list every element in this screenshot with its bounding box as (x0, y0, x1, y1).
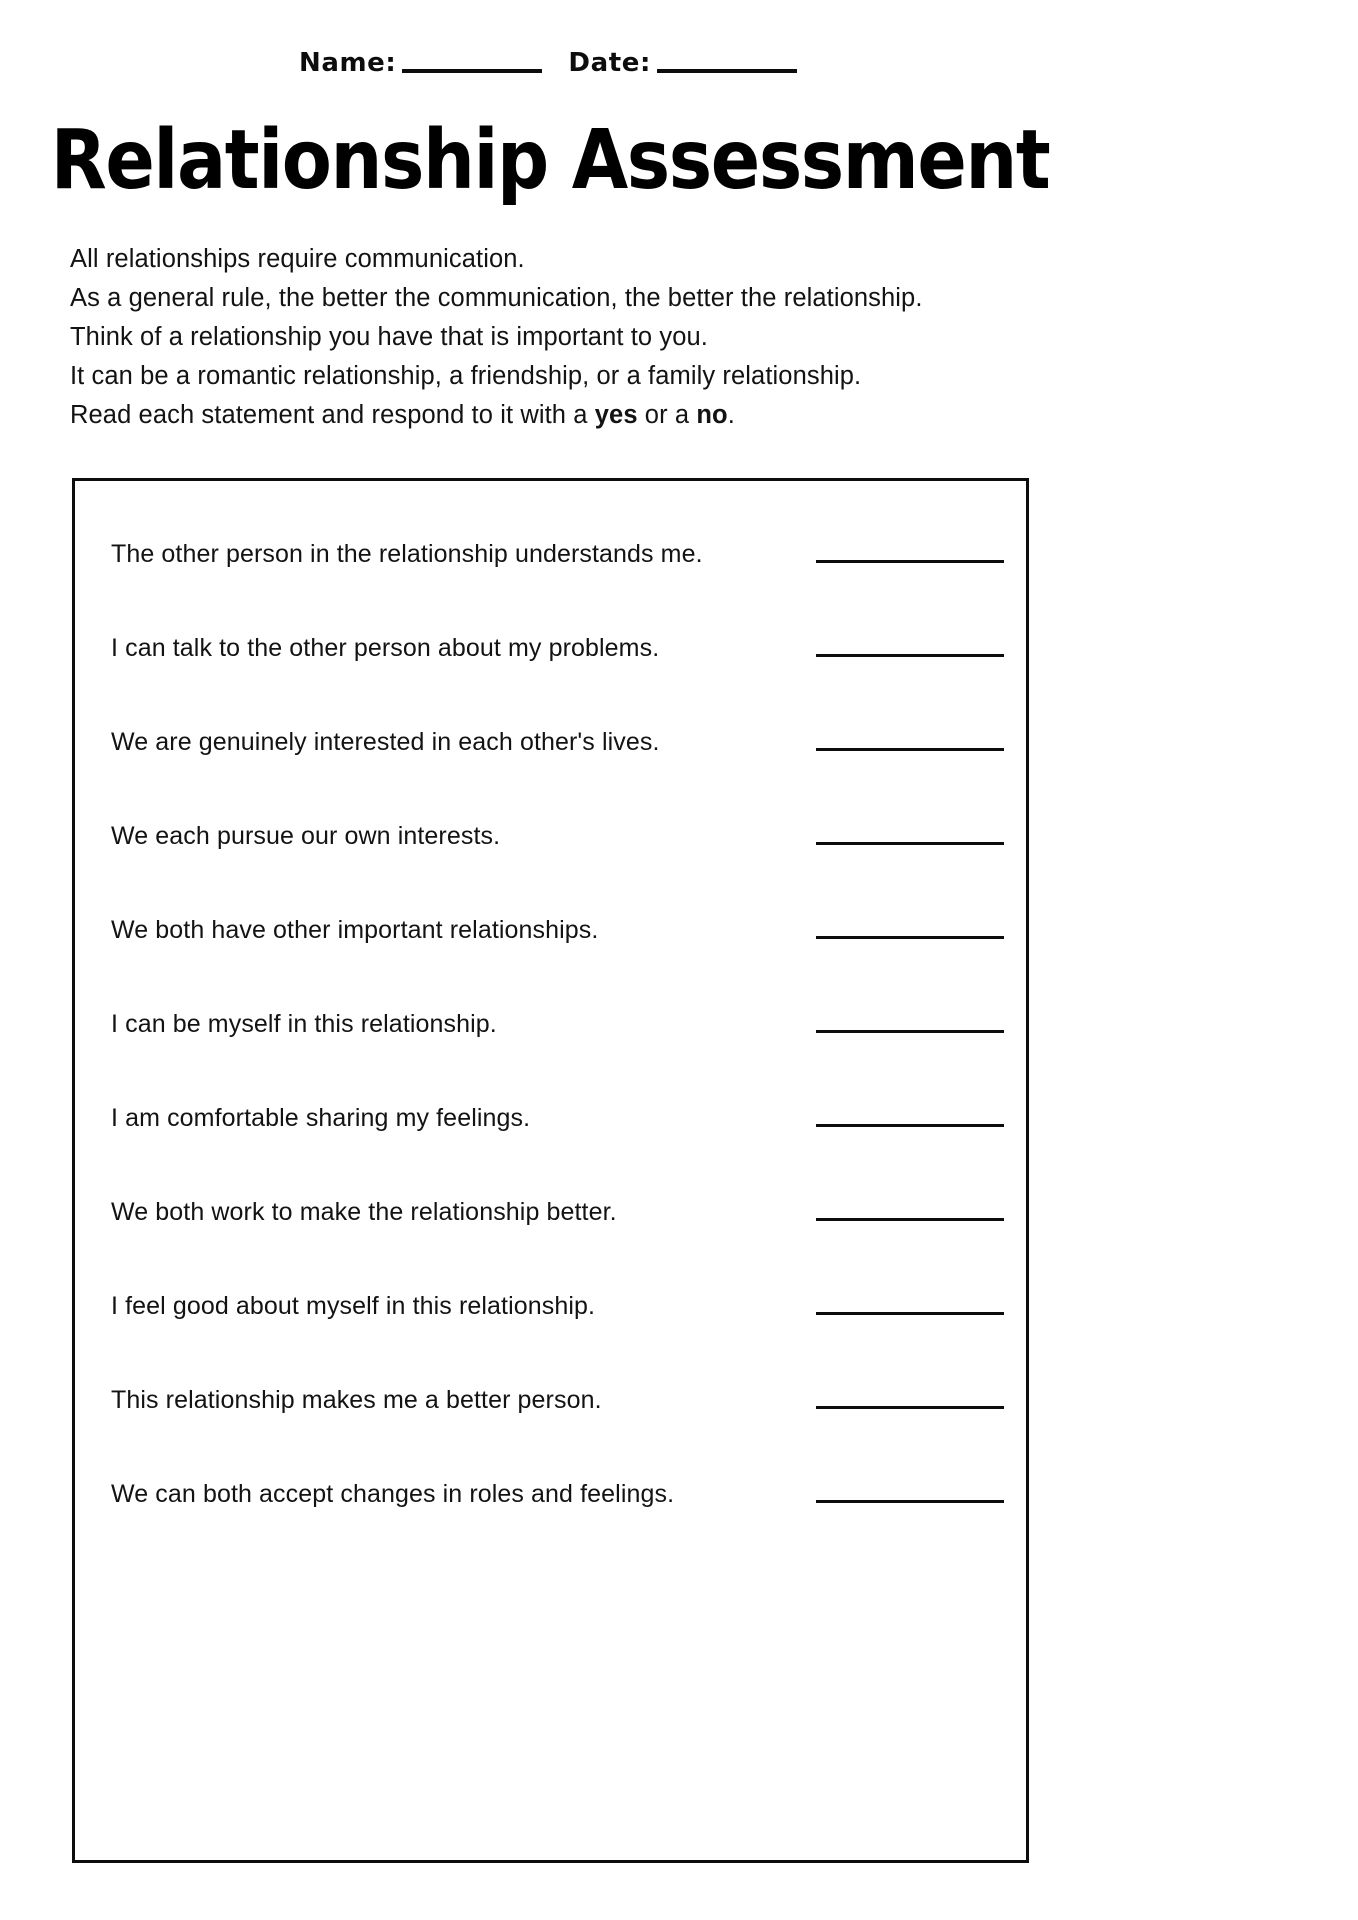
name-date-header (0, 48, 1100, 78)
statement-row (75, 695, 1026, 789)
answer-blank-line[interactable] (816, 747, 1004, 751)
answer-blank-line[interactable] (816, 935, 1004, 939)
date-label: Date: (568, 48, 652, 78)
intro-line-3: Think of a relationship you have that is important to you. (70, 323, 708, 351)
intro-line-5 (70, 396, 1050, 435)
intro-line-4: It can be a romantic relationship, a friendship, or a family relationship. (70, 362, 862, 390)
statement-row (75, 1165, 1026, 1259)
intro-line-1: All relationships require communication. (70, 245, 525, 273)
statement-row (75, 1259, 1026, 1353)
answer-blank-line[interactable] (816, 1123, 1004, 1127)
intro-line-2: As a general rule, the better the communication, the better the relationship. (70, 284, 923, 312)
name-label: Name: (298, 48, 397, 78)
intro-line-5-part-c: . (727, 401, 735, 429)
statement-row (75, 1447, 1026, 1541)
statement-text: We both work to make the relationship better. (111, 1197, 617, 1226)
statement-row (75, 977, 1026, 1071)
statements-list (75, 481, 1026, 1860)
statement-text: We can both accept changes in roles and feelings. (111, 1479, 675, 1508)
intro-no-emphasis: no (696, 401, 728, 429)
statement-text: I feel good about myself in this relationship. (111, 1291, 596, 1320)
answer-blank-line[interactable] (816, 653, 1004, 657)
answer-blank-line[interactable] (816, 559, 1004, 563)
name-blank-line[interactable] (402, 69, 542, 73)
statement-text: We are genuinely interested in each other's lives. (111, 727, 660, 756)
statement-text: We both have other important relationships. (111, 915, 599, 944)
statement-text: We each pursue our own interests. (111, 821, 501, 850)
statement-row (75, 601, 1026, 695)
answer-blank-line[interactable] (816, 1029, 1004, 1033)
intro-paragraph (70, 240, 1050, 435)
answer-blank-line[interactable] (816, 1499, 1004, 1503)
statement-text: I can be myself in this relationship. (111, 1009, 497, 1038)
statement-text: I am comfortable sharing my feelings. (111, 1103, 531, 1132)
intro-line-5-part-a: Read each statement and respond to it with a (70, 401, 595, 429)
statement-row (75, 789, 1026, 883)
statement-text: This relationship makes me a better person. (111, 1385, 602, 1414)
answer-blank-line[interactable] (816, 841, 1004, 845)
date-blank-line[interactable] (657, 69, 797, 73)
statement-row (75, 883, 1026, 977)
intro-yes-emphasis: yes (594, 401, 638, 429)
statement-row (75, 1353, 1026, 1447)
statement-text: I can talk to the other person about my problems. (111, 633, 660, 662)
intro-line-5-part-b: or a (637, 401, 697, 429)
answer-blank-line[interactable] (816, 1405, 1004, 1409)
answer-blank-line[interactable] (816, 1217, 1004, 1221)
statements-box (72, 478, 1029, 1863)
statement-row (75, 1071, 1026, 1165)
answer-blank-line[interactable] (816, 1311, 1004, 1315)
statement-text: The other person in the relationship understands me. (111, 539, 703, 568)
statement-row (75, 507, 1026, 601)
page-title: Relationship Assessment (50, 111, 1050, 208)
